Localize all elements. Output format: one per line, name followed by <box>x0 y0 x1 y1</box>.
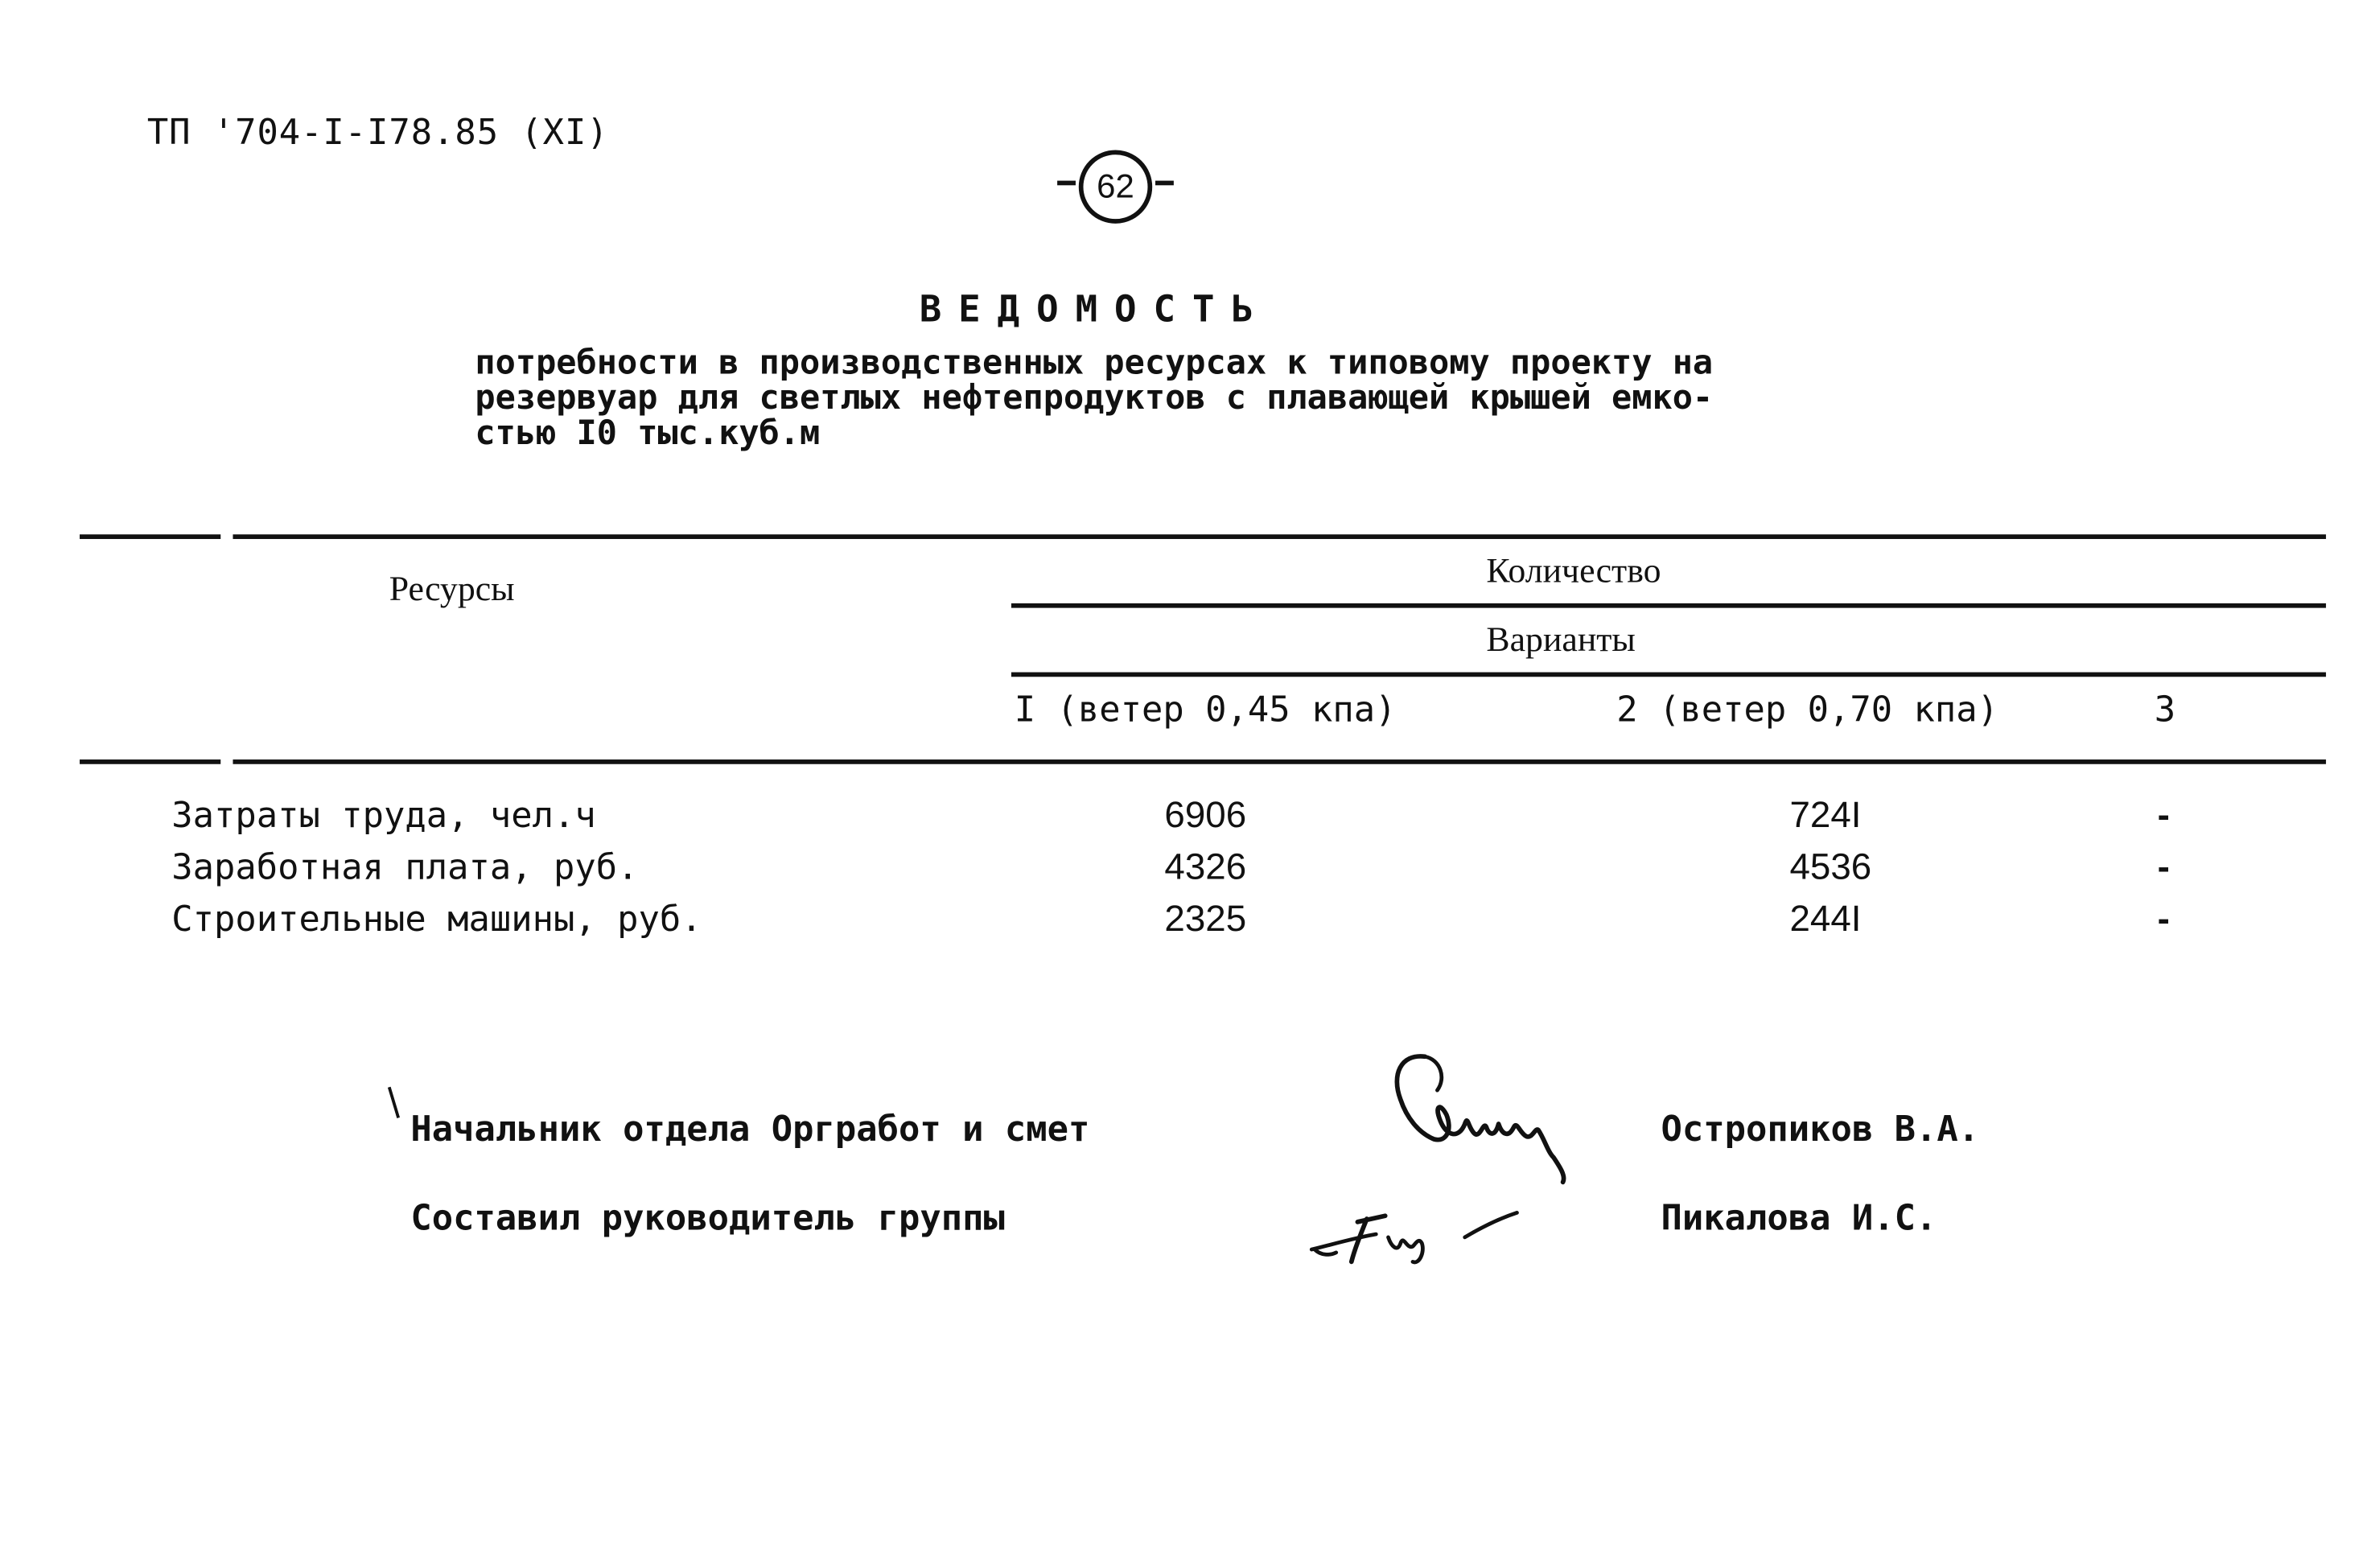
handwritten-signature <box>1306 1191 1526 1268</box>
row-value-variant-2: 244I <box>1789 899 1862 940</box>
table-header-rule-left <box>80 759 220 764</box>
signatory-name: Остропиков В.А. <box>1661 1109 1980 1150</box>
header-variant-1: I (ветер 0,45 кпа) <box>1014 690 1397 730</box>
signature-role: Составил руководитель группы <box>410 1199 1005 1239</box>
document-title: ВЕДОМОСТЬ <box>919 287 1270 331</box>
table-top-rule-left <box>80 534 220 539</box>
header-variant-3: 3 <box>2154 690 2176 730</box>
signature-role: Начальник отдела Оргработ и смет <box>410 1109 1090 1150</box>
row-resource-name: Затраты труда, чел.ч <box>171 796 596 837</box>
document-subtitle <box>475 344 1714 454</box>
page-number-dash-left <box>1057 181 1076 186</box>
row-value-variant-1: 2325 <box>1164 899 1247 940</box>
header-variants: Варианты <box>1486 619 1636 659</box>
document-code: ТП '704-I-I78.85 (XI) <box>146 113 609 154</box>
table-header-rule <box>233 759 2326 764</box>
row-value-variant-2: 724I <box>1789 794 1862 837</box>
page-number <box>1054 150 1186 230</box>
header-quantity: Количество <box>1486 551 1661 590</box>
row-value-variant-3: - <box>2157 794 2170 837</box>
header-resources: Ресурсы <box>389 570 515 608</box>
row-resource-name: Строительные машины, руб. <box>171 900 702 940</box>
row-value-variant-1: 4326 <box>1164 846 1247 888</box>
subtitle-line: стью I0 тыс.куб.м <box>475 414 821 454</box>
handwritten-signature <box>1379 1044 1579 1185</box>
row-value-variant-2: 4536 <box>1789 846 1872 888</box>
page-number-circle <box>1079 150 1152 224</box>
header-variants-rule <box>1011 673 2326 677</box>
subtitle-line: потребности в производственных ресурсах к типовому проекту на <box>475 344 1714 383</box>
header-variant-2: 2 (ветер 0,70 кпа) <box>1616 690 1998 730</box>
page-number-text: 62 <box>1097 167 1134 206</box>
signatory-name: Пикалова И.С. <box>1661 1199 1937 1239</box>
header-quantity-rule <box>1011 603 2326 608</box>
row-value-variant-1: 6906 <box>1164 794 1247 837</box>
row-value-variant-3: - <box>2157 899 2170 940</box>
page-number-dash-right <box>1155 181 1174 186</box>
table-top-rule <box>233 534 2326 539</box>
row-resource-name: Заработная плата, руб. <box>171 848 639 888</box>
tick-mark <box>386 1084 401 1121</box>
subtitle-line: резервуар для светлых нефтепродуктов с плавающей крышей емко- <box>475 380 1714 418</box>
row-value-variant-3: - <box>2157 846 2170 888</box>
